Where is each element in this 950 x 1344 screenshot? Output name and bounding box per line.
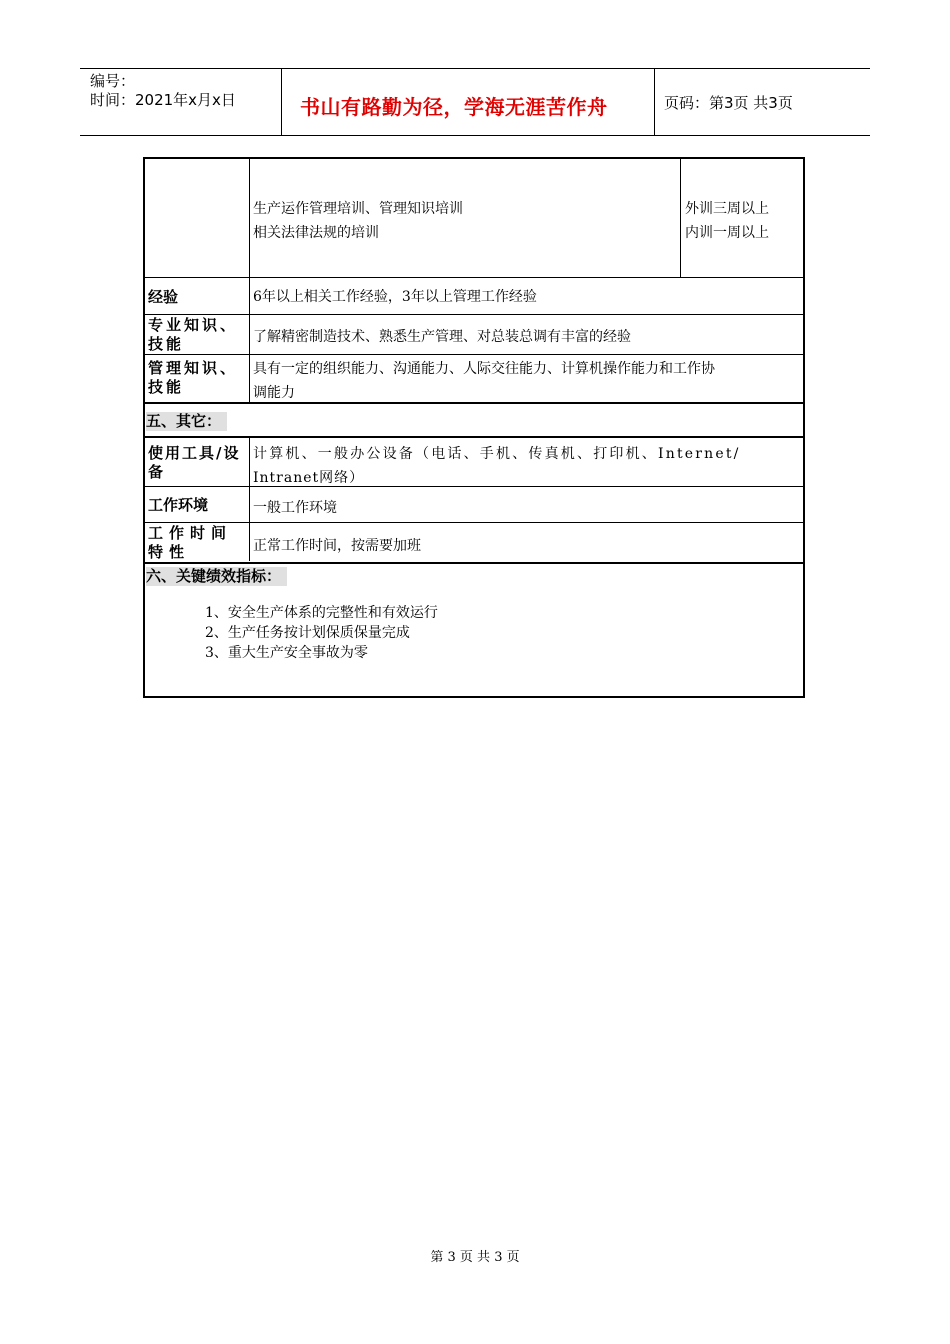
section-5-title: 五、其它： bbox=[146, 412, 227, 431]
page-footer: 第 3 页 共 3 页 bbox=[430, 1250, 520, 1265]
row-rule bbox=[145, 436, 805, 438]
environment-value: 一般工作环境 bbox=[253, 500, 337, 516]
row-rule bbox=[145, 354, 805, 355]
management-label: 管理知识、技能 bbox=[148, 359, 239, 396]
job-description-table bbox=[143, 157, 805, 698]
training-duration: 外训三周以上 bbox=[685, 201, 769, 217]
row-rule bbox=[145, 314, 805, 315]
header-top-rule bbox=[80, 68, 870, 69]
row-rule bbox=[145, 562, 805, 564]
training-duration: 内训一周以上 bbox=[685, 225, 769, 241]
header-divider-left bbox=[281, 69, 282, 136]
row-rule bbox=[145, 522, 805, 523]
header-motto: 书山有路勤为径，学海无涯苦作舟 bbox=[300, 95, 608, 119]
kpi-item: 3、重大生产安全事故为零 bbox=[205, 645, 368, 661]
kpi-item: 1、安全生产体系的完整性和有效运行 bbox=[205, 605, 438, 621]
experience-value: 6年以上相关工作经验，3年以上管理工作经验 bbox=[253, 289, 537, 305]
header-divider-right bbox=[654, 69, 655, 136]
professional-label: 专业知识、技能 bbox=[148, 316, 239, 353]
header-bottom-rule bbox=[80, 135, 870, 136]
row-rule bbox=[145, 402, 805, 404]
row-rule bbox=[145, 277, 805, 278]
tools-value: Intranet网络） bbox=[253, 470, 365, 486]
tools-label: 使用工具/设备 bbox=[148, 444, 241, 481]
page-info: 页码：第3页 共3页 bbox=[664, 94, 793, 112]
management-value: 具有一定的组织能力、沟通能力、人际交往能力、计算机操作能力和工作协 bbox=[253, 361, 715, 377]
row-rule bbox=[145, 486, 805, 487]
serial-label: 编号： bbox=[90, 72, 136, 90]
experience-label: 经验 bbox=[148, 288, 179, 306]
work-time-label: 工作时间特性 bbox=[148, 524, 233, 561]
professional-value: 了解精密制造技术、熟悉生产管理、对总装总调有丰富的经验 bbox=[253, 329, 631, 345]
training-item: 生产运作管理培训、管理知识培训 bbox=[253, 201, 463, 217]
duration-divider bbox=[680, 159, 681, 277]
environment-label: 工作环境 bbox=[148, 496, 209, 514]
kpi-item: 2、生产任务按计划保质保量完成 bbox=[205, 625, 410, 641]
training-item: 相关法律法规的培训 bbox=[253, 225, 379, 241]
section-6-title: 六、关键绩效指标： bbox=[146, 567, 287, 586]
col-divider bbox=[249, 159, 250, 403]
management-value: 调能力 bbox=[253, 385, 295, 401]
work-time-value: 正常工作时间，按需要加班 bbox=[253, 538, 421, 554]
date-label: 时间：2021年x月x日 bbox=[90, 91, 236, 109]
tools-value: 计算机、一般办公设备（电话、手机、传真机、打印机、Internet/ bbox=[253, 446, 741, 462]
